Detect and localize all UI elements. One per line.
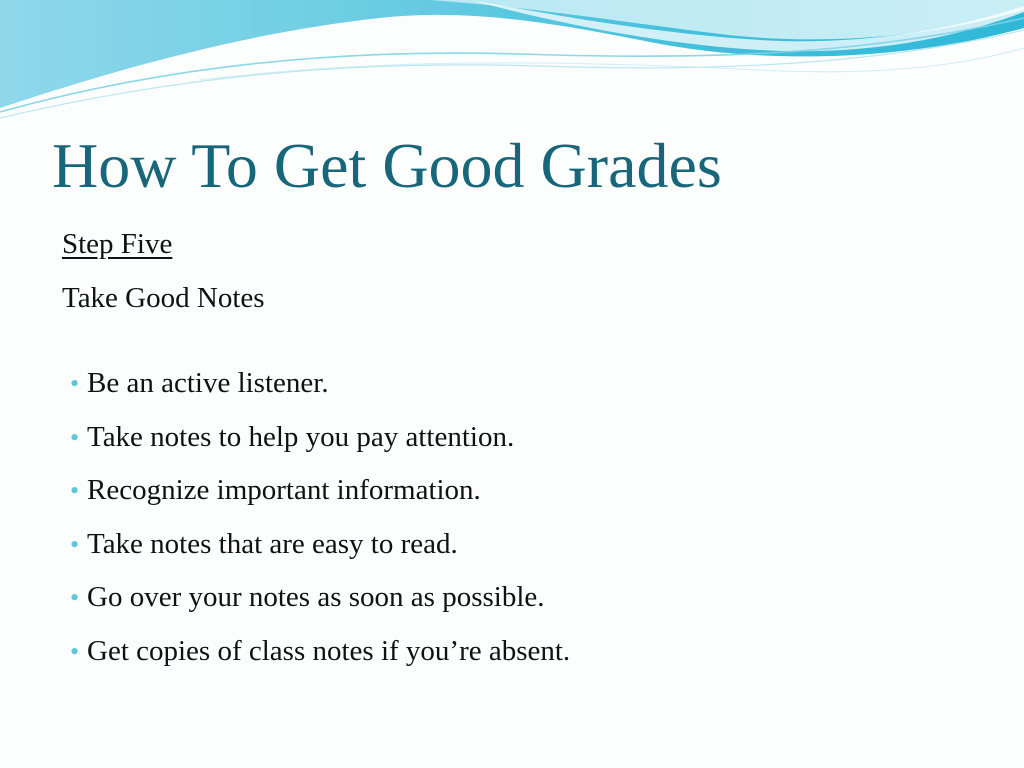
bullet-item	[70, 470, 570, 524]
bullet-dot-icon: •	[70, 529, 80, 559]
bullet-item	[70, 363, 570, 417]
bullet-list	[70, 363, 570, 684]
bullet-dot-icon: •	[70, 583, 80, 612]
bullet-dot-icon: •	[70, 422, 80, 452]
bullet-text: Recognize important information.	[87, 474, 481, 506]
bullet-item	[70, 577, 570, 631]
bullet-text: Get copies of class notes if you’re absent.	[87, 634, 571, 667]
bullet-dot-icon: •	[70, 369, 80, 398]
bullet-text: Be an active listener.	[87, 367, 329, 399]
bullet-item	[70, 524, 570, 578]
step-label: Step Five	[62, 228, 173, 260]
slide-title: How To Get Good Grades	[52, 130, 722, 201]
bullet-dot-icon: •	[70, 476, 80, 505]
slide-subheading: Take Good Notes	[62, 282, 265, 314]
wave-header-decoration	[0, 0, 1024, 130]
bullet-text: Take notes that are easy to read.	[87, 527, 458, 560]
bullet-dot-icon: •	[70, 636, 80, 666]
bullet-text: Go over your notes as soon as possible.	[87, 581, 545, 613]
bullet-text: Take notes to help you pay attention.	[87, 420, 515, 453]
bullet-item	[70, 631, 570, 685]
bullet-item	[70, 417, 570, 471]
